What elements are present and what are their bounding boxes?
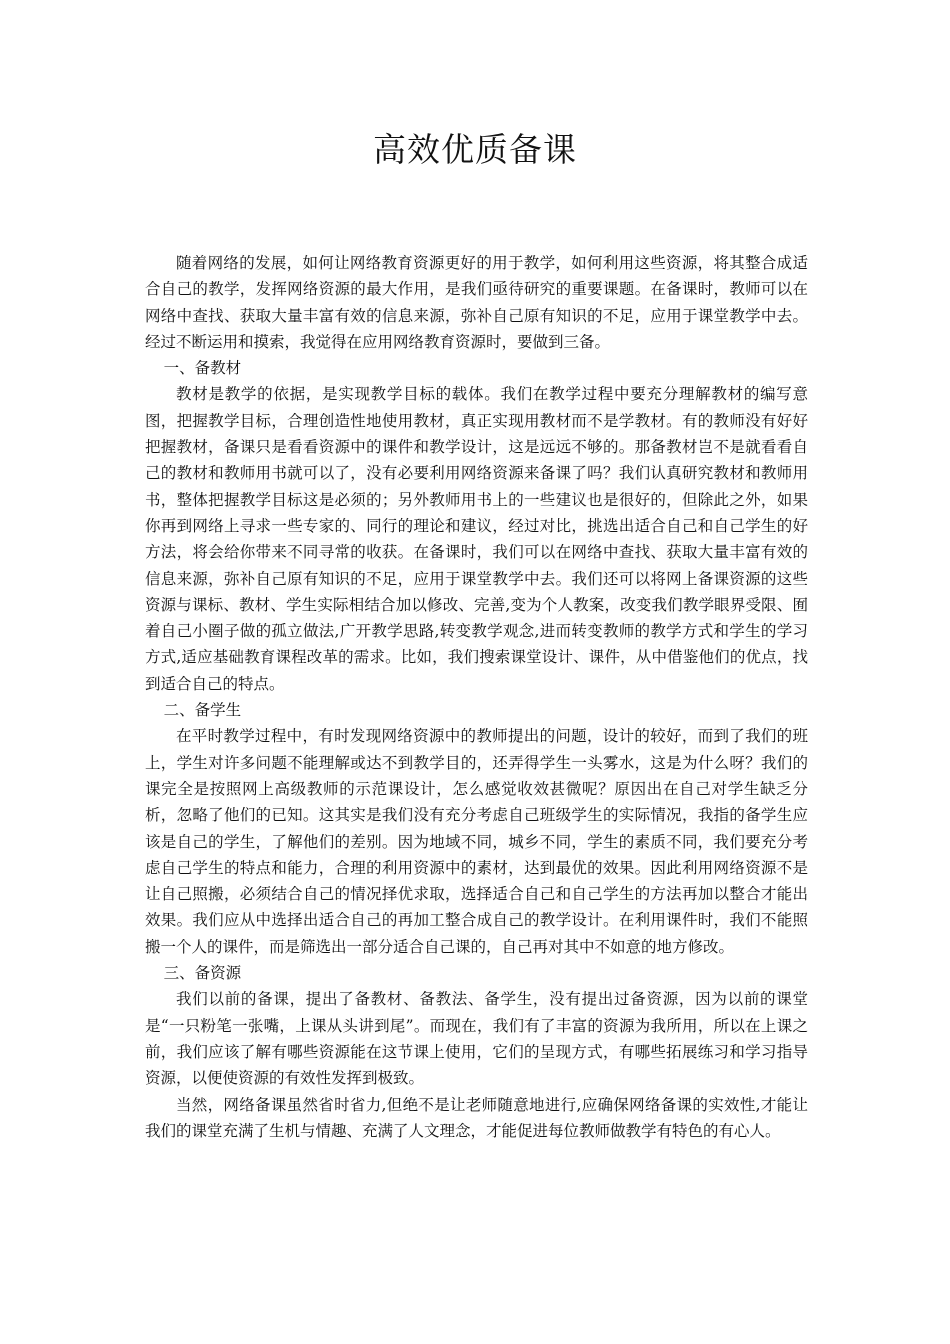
conclusion-paragraph: 当然，网络备课虽然省时省力,但绝不是让老师随意地进行,应确保网络备课的实效性,才能让我们的课堂充满了生机与情趣、充满了人文理念，才能促进每位教师做教学有特色的有心人。 [145, 1095, 808, 1140]
document-title: 高效优质备课 [373, 130, 577, 169]
section-paragraph-students: 在平时教学过程中，有时发现网络资源中的教师提出的问题，设计的较好，而到了我们的班上，学生对许多问题不能理解或达不到教学目的，还弄得学生一头雾水，这是为什么呀？我们的课完全是按照网上高级教师的示范课设计，怎么感觉收效甚微呢？原因出在自己对学生缺乏分析，忽略了他们的已知。这其实是我们没有充分考虑自己班级学生的实际情况，我指的备学生应该是自己的学生，了解他们的差别。因为地域不同，城乡不同，学生的素质不同，我们要充分考虑自己学生的特点和能力，合理的利用资源中的素材，达到最优的效果。因此利用网络资源不是让自己照搬，必须结合自己的情况择优求取，选择适合自己和自己学生的方法再加以整合才能出效果。我们应从中选择出适合自己的再加工整合成自己的教学设计。在利用课件时，我们不能照搬一个人的课件，而是筛选出一部分适合自己课的，自己再对其中不如意的地方修改。 [145, 727, 808, 956]
section-heading-textbook: 一、备教材 [163, 359, 242, 378]
section-paragraph-textbook: 教材是教学的依据，是实现教学目标的载体。我们在教学过程中要充分理解教材的编写意图，把握教学目标，合理创造性地使用教材，真正实现用教材而不是学教材。有的教师没有好好把握教材，备课只是看看资源中的课件和教学设计，这是远远不够的。那备教材岂不是就看看自己的教材和教师用书就可以了，没有必要利用网络资源来备课了吗？我们认真研究教材和教师用书，整体把握教学目标这是必须的；另外教师用书上的一些建议也是很好的，但除此之外，如果你再到网络上寻求一些专家的、同行的理论和建议，经过对比，挑选出适合自己和自己学生的好方法，将会给你带来不同寻常的收获。在备课时，我们可以在网络中查找、获取大量丰富有效的信息来源，弥补自己原有知识的不足，应用于课堂教学中去。我们还可以将网上备课资源的这些资源与课标、教材、学生实际相结合加以修改、完善,变为个人教案，改变我们教学眼界受限、囿着自己小圈子做的孤立做法,广开教学思路,转变教学观念,进而转变教师的教学方式和学生的学习方式,适应基础教育课程改革的需求。比如，我们搜索课堂设计、课件，从中借鉴他们的优点，找到适合自己的特点。 [145, 385, 808, 693]
intro-paragraph: 随着网络的发展，如何让网络教育资源更好的用于教学，如何利用这些资源，将其整合成适合自己的教学，发挥网络资源的最大作用，是我们亟待研究的重要课题。在备课时，教师可以在网络中查找、获取大量丰富有效的信息来源，弥补自己原有知识的不足，应用于课堂教学中去。经过不断运用和摸索，我觉得在应用网络教育资源时，要做到三备。 [145, 254, 808, 351]
section-heading-resources: 三、备资源 [163, 964, 242, 983]
document-body [145, 250, 808, 1144]
section-paragraph-resources: 我们以前的备课，提出了备教材、备教法、备学生，没有提出过备资源，因为以前的课堂是“一只粉笔一张嘴，上课从头讲到尾”。而现在，我们有了丰富的资源为我所用，所以在上课之前，我们应该了解有哪些资源能在这节课上使用，它们的呈现方式，有哪些拓展练习和学习指导资源，以便使资源的有效性发挥到极致。 [145, 990, 808, 1088]
section-heading-students: 二、备学生 [163, 701, 242, 720]
